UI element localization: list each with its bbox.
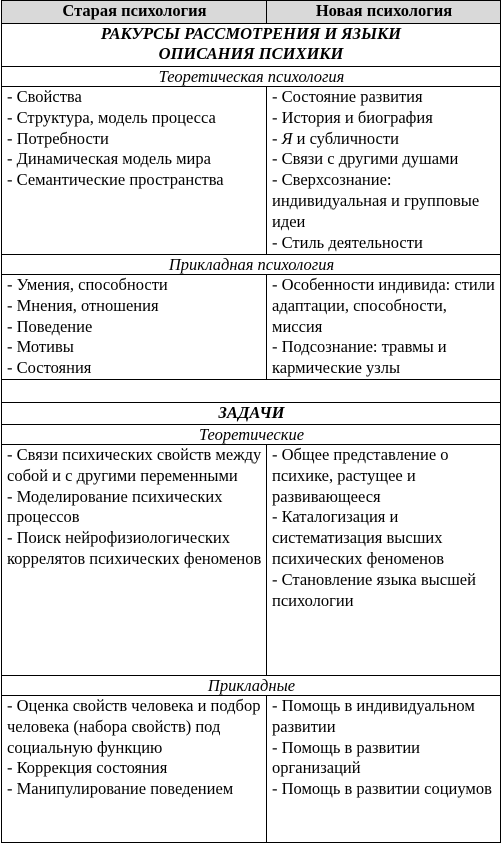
list-item: - Структура, модель процесса bbox=[7, 107, 216, 127]
content-row bbox=[2, 445, 501, 676]
subsection-row bbox=[2, 255, 501, 275]
list-item: - Состояния bbox=[7, 358, 92, 378]
old-applied-tasks-cell bbox=[2, 696, 267, 843]
content-row bbox=[2, 87, 501, 255]
old-applied-list bbox=[7, 275, 262, 379]
content-row bbox=[2, 275, 501, 380]
list-item: - Помощь в индивидуальном развитии bbox=[272, 696, 475, 736]
subsection-theoretical-psychology: Теоретическая психология bbox=[2, 67, 501, 87]
list-item: - Каталогизация и систематизация высших психических феноменов bbox=[272, 507, 445, 568]
section-row bbox=[2, 403, 501, 425]
new-applied-tasks-list bbox=[272, 696, 496, 800]
list-item: - Манипулирование поведением bbox=[7, 779, 234, 799]
list-item: - История и биография bbox=[272, 107, 433, 127]
list-item: - Я и субличности bbox=[272, 128, 399, 148]
list-item: - Поведение bbox=[7, 316, 93, 336]
section-title-tasks: ЗАДАЧИ bbox=[2, 403, 501, 425]
list-item: - Умения, способности bbox=[7, 275, 168, 294]
subsection-applied-tasks: Прикладные bbox=[2, 676, 501, 696]
old-applied-tasks-list bbox=[7, 696, 262, 800]
old-applied-cell bbox=[2, 275, 267, 380]
list-item: - Подсознание: травмы и кармические узлы bbox=[272, 337, 447, 378]
header-row bbox=[2, 1, 501, 24]
section-title-perspectives: РАКУРСЫ РАССМОТРЕНИЯ И ЯЗЫКИ ОПИСАНИЯ ПСИХИКИ bbox=[2, 24, 501, 67]
list-item: - Помощь в развитии социумов bbox=[272, 779, 492, 799]
list-item: - Сверхсознание: индивидуальная и групповые идеи bbox=[272, 170, 480, 231]
old-theoretical-list bbox=[7, 87, 262, 191]
list-item: - Общее представление о психике, растущее и развивающееся bbox=[272, 445, 449, 506]
subsection-row bbox=[2, 676, 501, 696]
content-row bbox=[2, 696, 501, 843]
column-header-old: Старая психология bbox=[2, 1, 267, 24]
old-theoretical-cell bbox=[2, 87, 267, 255]
blank-cell bbox=[2, 380, 501, 403]
subsection-row bbox=[2, 425, 501, 445]
list-item: - Становление языка высшей психологии bbox=[272, 569, 476, 610]
subsection-row bbox=[2, 67, 501, 87]
list-item: - Поиск нейрофизиологических коррелятов психических феноменов bbox=[7, 528, 262, 568]
list-item: - Свойства bbox=[7, 87, 82, 106]
new-applied-list bbox=[272, 275, 496, 379]
list-item: - Мнения, отношения bbox=[7, 295, 159, 315]
spacer-row bbox=[2, 380, 501, 403]
old-theoretical-tasks-list bbox=[7, 445, 262, 570]
new-theoretical-tasks-list bbox=[272, 445, 496, 611]
column-header-new: Новая психология bbox=[267, 1, 501, 24]
list-item: - Мотивы bbox=[7, 337, 74, 357]
list-item: - Состояние развития bbox=[272, 87, 423, 106]
list-item: - Динамическая модель мира bbox=[7, 149, 211, 169]
list-item: - Связи с другими душами bbox=[272, 149, 459, 169]
list-item: - Связи психических свойств между собой и с другими переменными bbox=[7, 445, 262, 485]
old-theoretical-tasks-cell bbox=[2, 445, 267, 676]
list-item: - Потребности bbox=[7, 128, 109, 148]
list-item: - Особенности индивида: стили адаптации, способности, миссия bbox=[272, 275, 495, 336]
new-theoretical-cell bbox=[267, 87, 501, 255]
list-item: - Стиль деятельности bbox=[272, 232, 423, 252]
list-item: - Семантические пространства bbox=[7, 170, 224, 190]
list-item: - Помощь в развитии организаций bbox=[272, 737, 421, 778]
section-row bbox=[2, 24, 501, 67]
list-item: - Моделирование психических процессов bbox=[7, 486, 223, 527]
new-applied-tasks-cell bbox=[267, 696, 501, 843]
new-applied-cell bbox=[267, 275, 501, 380]
subsection-applied-psychology: Прикладная психология bbox=[2, 255, 501, 275]
list-item: - Коррекция состояния bbox=[7, 758, 168, 778]
subsection-theoretical-tasks: Теоретические bbox=[2, 425, 501, 445]
list-item: - Оценка свойств человека и подбор человека (набора свойств) под социальную функцию bbox=[7, 696, 261, 757]
comparison-table bbox=[1, 0, 501, 843]
new-theoretical-tasks-cell bbox=[267, 445, 501, 676]
new-theoretical-list bbox=[272, 87, 496, 253]
